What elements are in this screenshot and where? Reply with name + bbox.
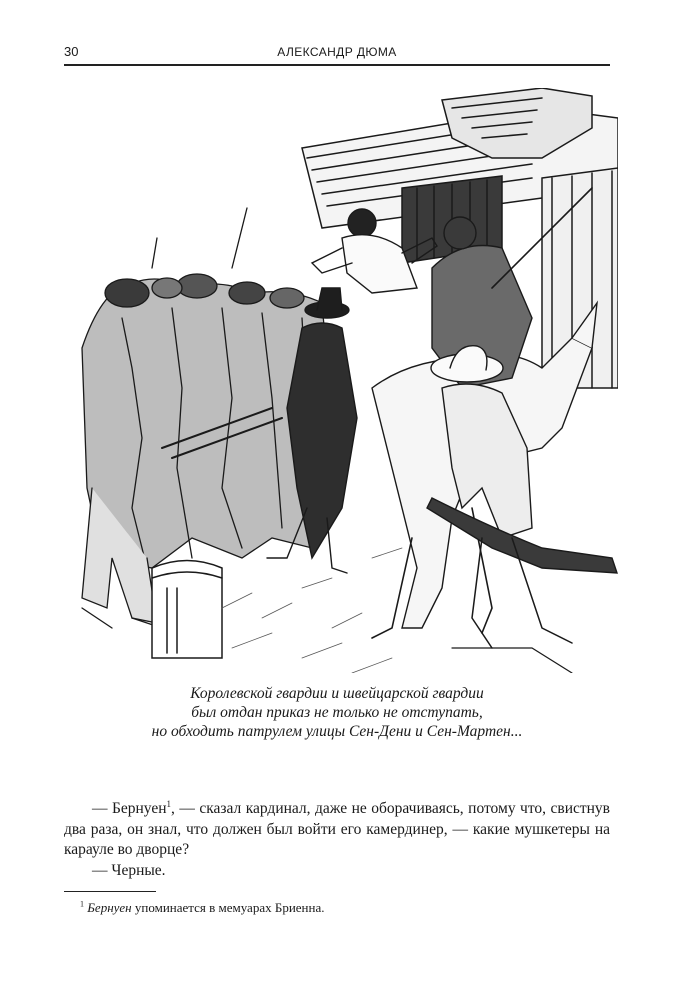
speaker-name: — Бернуен xyxy=(92,800,167,817)
page-number: 30 xyxy=(64,44,79,59)
illustration-caption xyxy=(64,684,610,741)
caption-line: был отдан приказ не только не отступать, xyxy=(191,704,483,721)
caption-line: но обходить патрулем улицы Сен-Дени и Сен-Мартен... xyxy=(151,723,523,740)
footnote-term: Бернуен xyxy=(87,900,132,915)
paragraph-text: , — сказал кардинал, даже не оборачиваясь, потому что, свистнув два раза, он знал, что должен был войти его камердинер, — какие мушкетеры на карауле во дворце? xyxy=(64,800,610,858)
footnote-rule xyxy=(64,891,156,892)
running-head: АЛЕКСАНДР ДЮМА xyxy=(277,45,397,59)
paragraph xyxy=(64,799,610,861)
ground-hatching xyxy=(222,548,402,673)
footnote-marker: 1 xyxy=(80,899,84,909)
illustration xyxy=(72,88,618,673)
paragraph: — Черные. xyxy=(92,861,166,879)
footnote xyxy=(80,899,610,916)
caption-line: Королевской гвардии и швейцарской гвардии xyxy=(190,685,484,702)
bollard-drawing xyxy=(152,561,222,659)
page-header xyxy=(64,40,610,66)
body-text xyxy=(64,799,610,881)
footnote-ref: 1 xyxy=(166,798,172,809)
footnote-text: упоминается в мемуарах Бриенна. xyxy=(131,900,325,915)
